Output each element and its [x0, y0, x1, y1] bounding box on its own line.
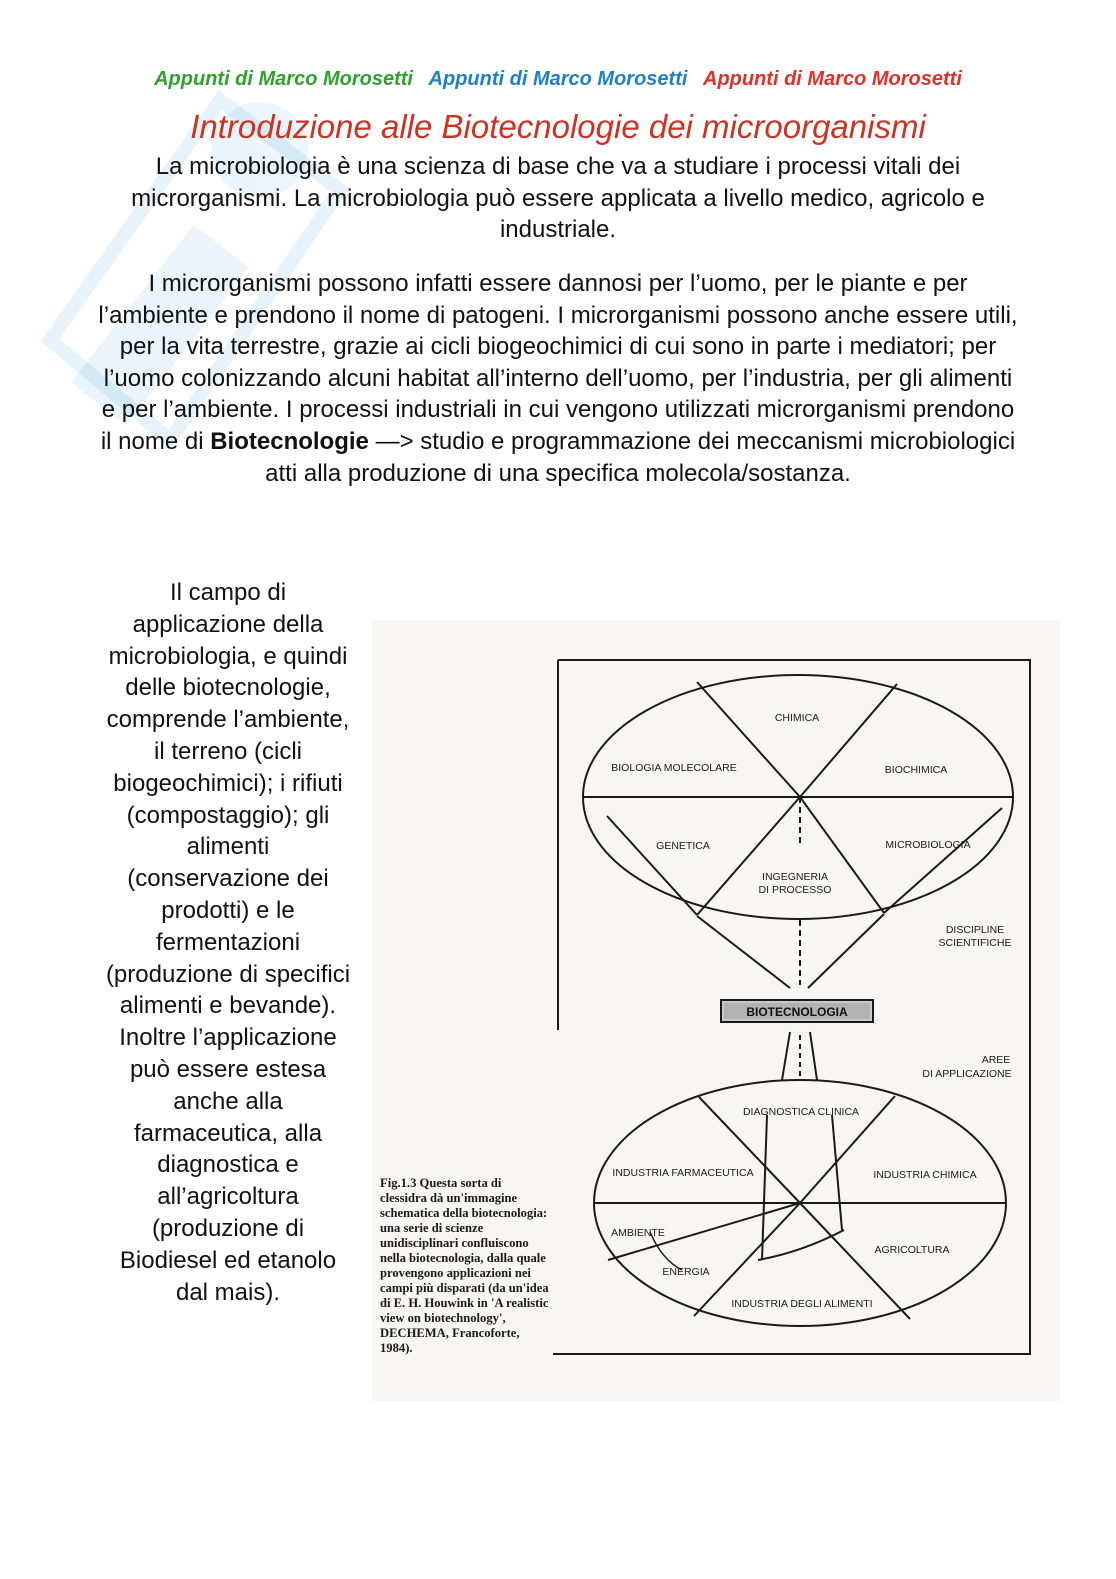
- label-industria-farmaceutica: INDUSTRIA FARMACEUTICA: [612, 1167, 754, 1179]
- label-agricoltura: AGRICOLTURA: [874, 1244, 950, 1256]
- label-biologia-molecolare: BIOLOGIA MOLECOLARE: [611, 762, 737, 774]
- credit-green: Appunti di Marco Morosetti: [154, 68, 413, 90]
- figure-caption: [380, 1176, 550, 1356]
- label-chimica: CHIMICA: [774, 712, 820, 724]
- label-genetica: GENETICA: [656, 840, 710, 852]
- label-microbiologia: MICROBIOLOGIA: [885, 839, 971, 851]
- credit-blue: Appunti di Marco Morosetti: [428, 68, 688, 90]
- label-ingegneria: INGEGNERIA: [762, 871, 828, 883]
- paragraph-microrganismi: [95, 268, 1021, 489]
- page-title: Introduzione alle Biotecnologie dei microorganismi: [190, 108, 926, 145]
- biotecnologie-term: Biotecnologie: [210, 427, 369, 455]
- label-scientifiche: SCIENTIFICHE: [938, 937, 1012, 949]
- paragraph-intro: La microbiologia è una scienza di base che va a studiare i processi vitali dei microrganismi. La microbiologia può essere applicata a livello medico, agricolo e industriale.: [131, 153, 985, 244]
- header-credits: [0, 68, 1116, 91]
- label-industria-alimenti: INDUSTRIA DEGLI ALIMENTI: [731, 1298, 873, 1310]
- paragraph-text-after: —> studio e programmazione dei meccanismi microbiologici atti alla produzione di una specifica molecola/sostanza.: [265, 427, 1016, 487]
- label-industria-chimica: INDUSTRIA CHIMICA: [873, 1169, 977, 1181]
- biotecnologia-label: BIOTECNOLOGIA: [746, 1005, 848, 1019]
- paragraph-text-before: I microrganismi possono infatti essere dannosi per l’uomo, per le piante e per l’ambiente e prendono il nome di patogeni. I microrganismi possono anche essere utili, per la vita terrestre, grazie ai cicli biogeochimici di cui sono in parte i mediatori; per l’uomo colonizzando alcuni habitat all’interno dell’uomo, per l’industria, per gli alimenti e per l’ambiente. I processi industriali in cui vengono utilizzati microrganismi prendono il nome di: [98, 270, 1018, 455]
- hourglass-figure: [372, 620, 1060, 1401]
- label-di-applicazione: DI APPLICAZIONE: [922, 1068, 1012, 1080]
- label-biochimica: BIOCHIMICA: [884, 764, 948, 776]
- caption-text: Questa sorta di clessidra dà un'immagine schematica della biotecnologia: una serie di scienze unidisciplinari confluiscono nella biotecnologia, dalla quale provengono applicazioni nei campi più disparati (da un'idea di E. H. Houwink in 'A realistic view on biotechnology', DECHEMA, Francoforte, 1984).: [380, 1176, 549, 1355]
- label-di-processo: DI PROCESSO: [758, 884, 832, 896]
- credit-red: Appunti di Marco Morosetti: [703, 68, 962, 90]
- label-diagnostica-clinica: DIAGNOSTICA CLINICA: [742, 1106, 860, 1118]
- side-paragraph: Il campo di applicazione della microbiologia, e quindi delle biotecnologie, comprende l’ambiente, il terreno (cicli biogeochimici); i rifiuti (compostaggio); gli alimenti (conservazione dei prodotti) e le fermentazioni (produzione di specifici alimenti e bevande). Inoltre l’applicazione può essere estesa anche alla farmaceutica, alla diagnostica e all’agricoltura (produzione di Biodiesel ed etanolo dal mais).: [105, 579, 351, 1306]
- label-energia: ENERGIA: [662, 1266, 710, 1278]
- label-discipline: DISCIPLINE: [945, 924, 1005, 936]
- label-aree: AREE: [981, 1054, 1011, 1066]
- label-ambiente: AMBIENTE: [611, 1227, 665, 1239]
- caption-label: Fig.1.3: [380, 1176, 417, 1190]
